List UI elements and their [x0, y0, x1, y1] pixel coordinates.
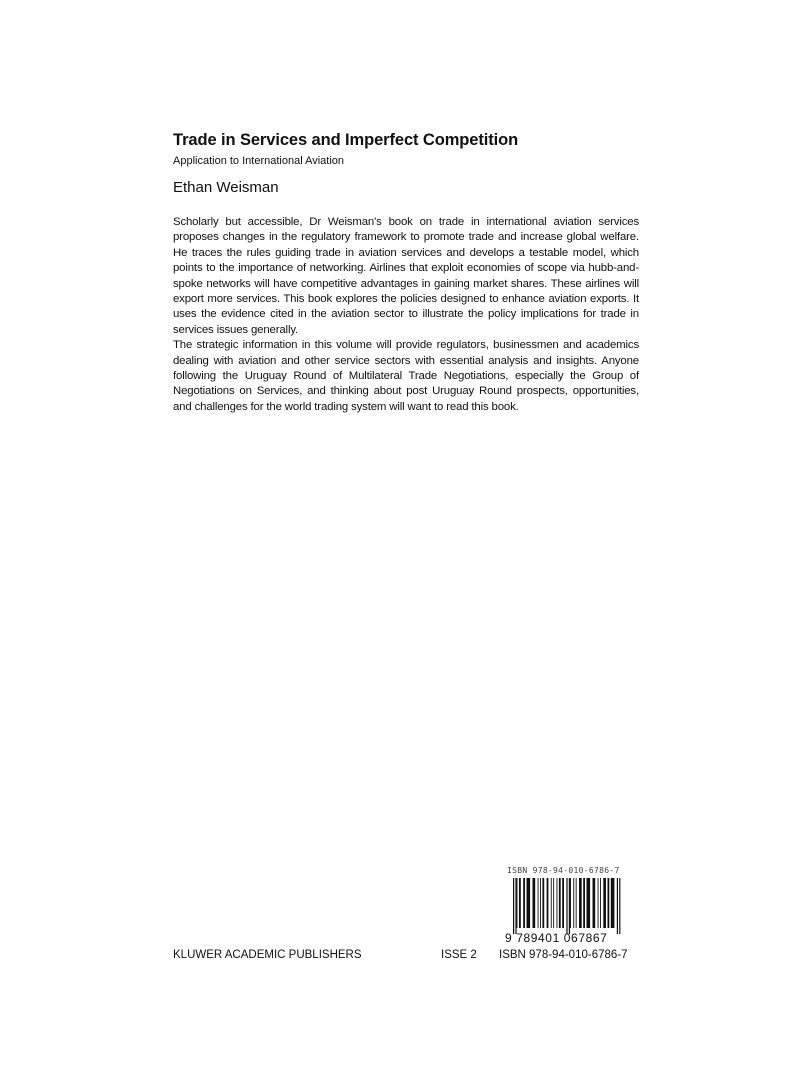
book-title: Trade in Services and Imperfect Competition — [173, 131, 519, 149]
barcode-number: 9 789401 067867 — [505, 931, 608, 945]
description — [173, 215, 639, 415]
issue-label: ISSE 2 — [441, 949, 477, 961]
isbn-barcode — [505, 866, 641, 945]
description-paragraph-1: Scholarly but accessible, Dr Weisman's book on trade in international aviation services proposes changes in the regulatory framework to promote trade and increase global welfare. He traces the rules guiding trade in aviation services and develops a testable model, which points to the importance of networking. Airlines that exploit economies of scope via hubb-and-spoke networks will have competitive advantages in gaining market shares. These airlines will export more services. This book explores the policies designed to enhance aviation exports. It uses the evidence cited in the aviation sector to illustrate the policy implications for trade in services issues generally. — [173, 216, 639, 336]
barcode-bars — [505, 878, 641, 934]
book-author: Ethan Weisman — [173, 179, 279, 196]
book-subtitle: Application to International Aviation — [173, 155, 345, 167]
description-paragraph-2: The strategic information in this volume will provide regulators, businessmen and academics dealing with aviation and other service sectors with essential analysis and insights. Anyone following the Uruguay Round of Multilateral Trade Negotiations, especially the Group of Negotiations on Services, and thinking about post Uruguay Round prospects, opportunities, and challenges for the world trading system will want to read this book. — [173, 339, 639, 413]
barcode-top-text: ISBN 978-94-010-6786-7 — [507, 866, 620, 875]
isbn-label: ISBN 978-94-010-6786-7 — [499, 949, 628, 961]
publisher-name: KLUWER ACADEMIC PUBLISHERS — [173, 949, 362, 961]
